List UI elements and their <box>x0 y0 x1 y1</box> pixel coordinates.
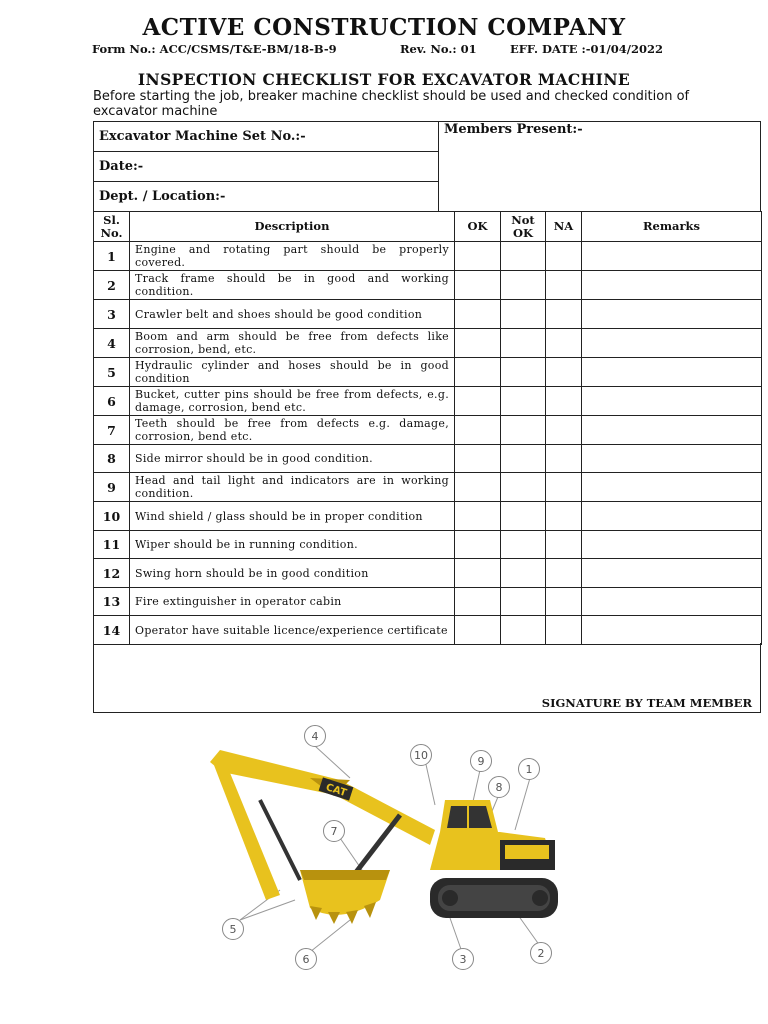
ok-cell[interactable] <box>455 271 501 300</box>
row-number: 2 <box>94 271 130 300</box>
callout-8: 8 <box>488 776 510 798</box>
set-no-field[interactable]: Excavator Machine Set No.:- <box>94 122 438 152</box>
row-description: Wiper should be in running condition. <box>130 531 455 559</box>
date-field[interactable]: Date:- <box>94 152 438 182</box>
col-not-ok: Not OK <box>501 212 546 242</box>
ok-cell[interactable] <box>455 300 501 329</box>
row-description: Wind shield / glass should be in proper condition <box>130 502 455 531</box>
table-row <box>94 416 762 445</box>
row-number: 11 <box>94 531 130 559</box>
col-description: Description <box>130 212 455 242</box>
callout-2: 2 <box>530 942 552 964</box>
row-description: Crawler belt and shoes should be good condition <box>130 300 455 329</box>
remarks-cell[interactable] <box>582 588 762 616</box>
callout-3: 3 <box>452 948 474 970</box>
not-ok-cell[interactable] <box>501 242 546 271</box>
row-number: 8 <box>94 445 130 473</box>
not-ok-cell[interactable] <box>501 300 546 329</box>
not-ok-cell[interactable] <box>501 559 546 588</box>
row-description: Swing horn should be in good condition <box>130 559 455 588</box>
intro-text: Before starting the job, breaker machine checklist should be used and checked condition of excavator machine <box>93 89 690 119</box>
na-cell[interactable] <box>546 300 582 329</box>
row-description: Head and tail light and indicators are in working condition. <box>130 473 455 502</box>
remarks-cell[interactable] <box>582 559 762 588</box>
row-number: 4 <box>94 329 130 358</box>
row-number: 10 <box>94 502 130 531</box>
table-row <box>94 588 762 616</box>
checklist-title: INSPECTION CHECKLIST FOR EXCAVATOR MACHINE <box>137 70 631 89</box>
not-ok-cell[interactable] <box>501 445 546 473</box>
na-cell[interactable] <box>546 242 582 271</box>
not-ok-cell[interactable] <box>501 271 546 300</box>
not-ok-cell[interactable] <box>501 531 546 559</box>
na-cell[interactable] <box>546 445 582 473</box>
ok-cell[interactable] <box>455 531 501 559</box>
na-cell[interactable] <box>546 329 582 358</box>
ok-cell[interactable] <box>455 329 501 358</box>
ok-cell[interactable] <box>455 473 501 502</box>
table-row <box>94 559 762 588</box>
row-description: Bucket, cutter pins should be free from defects, e.g. damage, corrosion, bend etc. <box>130 387 455 416</box>
remarks-cell[interactable] <box>582 300 762 329</box>
na-cell[interactable] <box>546 559 582 588</box>
row-description: Side mirror should be in good condition. <box>130 445 455 473</box>
table-row <box>94 502 762 531</box>
not-ok-cell[interactable] <box>501 473 546 502</box>
remarks-cell[interactable] <box>582 502 762 531</box>
ok-cell[interactable] <box>455 502 501 531</box>
row-number: 12 <box>94 559 130 588</box>
remarks-cell[interactable] <box>582 387 762 416</box>
na-cell[interactable] <box>546 416 582 445</box>
row-description: Hydraulic cylinder and hoses should be in good condition <box>130 358 455 387</box>
brand-logo: CAT <box>324 782 348 800</box>
remarks-cell[interactable] <box>582 358 762 387</box>
ok-cell[interactable] <box>455 445 501 473</box>
effective-date: EFF. DATE :-01/04/2022 <box>510 42 663 56</box>
na-cell[interactable] <box>546 502 582 531</box>
row-description: Teeth should be free from defects e.g. damage, corrosion, bend etc. <box>130 416 455 445</box>
inspection-checklist-table <box>93 211 762 645</box>
row-number: 3 <box>94 300 130 329</box>
ok-cell[interactable] <box>455 242 501 271</box>
signature-box[interactable] <box>93 643 761 713</box>
remarks-cell[interactable] <box>582 271 762 300</box>
table-row <box>94 531 762 559</box>
table-row <box>94 300 762 329</box>
not-ok-cell[interactable] <box>501 588 546 616</box>
company-name: ACTIVE CONSTRUCTION COMPANY <box>142 14 626 41</box>
remarks-cell[interactable] <box>582 445 762 473</box>
row-number: 7 <box>94 416 130 445</box>
row-number: 9 <box>94 473 130 502</box>
not-ok-cell[interactable] <box>501 416 546 445</box>
ok-cell[interactable] <box>455 616 501 645</box>
table-header-row <box>94 212 762 242</box>
row-number: 14 <box>94 616 130 645</box>
row-number: 1 <box>94 242 130 271</box>
table-row <box>94 387 762 416</box>
table-row <box>94 329 762 358</box>
row-description: Fire extinguisher in operator cabin <box>130 588 455 616</box>
excavator-figure <box>200 720 570 980</box>
row-number: 13 <box>94 588 130 616</box>
row-description: Operator have suitable licence/experience certificate <box>130 616 455 645</box>
remarks-cell[interactable] <box>582 531 762 559</box>
row-number: 6 <box>94 387 130 416</box>
not-ok-cell[interactable] <box>501 387 546 416</box>
remarks-cell[interactable] <box>582 416 762 445</box>
table-row <box>94 358 762 387</box>
not-ok-cell[interactable] <box>501 329 546 358</box>
not-ok-cell[interactable] <box>501 358 546 387</box>
col-sl-no: Sl. No. <box>94 212 130 242</box>
members-present-field[interactable]: Members Present:- <box>444 122 583 137</box>
callout-9: 9 <box>470 750 492 772</box>
signature-label: SIGNATURE BY TEAM MEMBER <box>541 696 752 710</box>
remarks-cell[interactable] <box>582 473 762 502</box>
na-cell[interactable] <box>546 588 582 616</box>
remarks-cell[interactable] <box>582 242 762 271</box>
table-row <box>94 616 762 645</box>
callout-5: 5 <box>222 918 244 940</box>
callout-4: 4 <box>304 725 326 747</box>
row-description: Track frame should be in good and working condition. <box>130 271 455 300</box>
ok-cell[interactable] <box>455 588 501 616</box>
na-cell[interactable] <box>546 616 582 645</box>
na-cell[interactable] <box>546 473 582 502</box>
table-row <box>94 445 762 473</box>
row-description: Boom and arm should be free from defects like corrosion, bend, etc. <box>130 329 455 358</box>
dept-location-field[interactable]: Dept. / Location:- <box>99 189 226 204</box>
not-ok-cell[interactable] <box>501 616 546 645</box>
callout-10: 10 <box>410 744 432 766</box>
header-divider <box>438 121 439 211</box>
revision-number: Rev. No.: 01 <box>400 42 477 56</box>
not-ok-cell[interactable] <box>501 502 546 531</box>
remarks-cell[interactable] <box>582 616 762 645</box>
callout-1: 1 <box>518 758 540 780</box>
callout-6: 6 <box>295 948 317 970</box>
row-description: Engine and rotating part should be properly covered. <box>130 242 455 271</box>
row-number: 5 <box>94 358 130 387</box>
ok-cell[interactable] <box>455 358 501 387</box>
na-cell[interactable] <box>546 271 582 300</box>
ok-cell[interactable] <box>455 387 501 416</box>
form-number: Form No.: ACC/CSMS/T&E-BM/18-B-9 <box>92 42 337 56</box>
table-row <box>94 242 762 271</box>
col-na: NA <box>546 212 582 242</box>
na-cell[interactable] <box>546 387 582 416</box>
remarks-cell[interactable] <box>582 329 762 358</box>
callout-7: 7 <box>323 820 345 842</box>
col-remarks: Remarks <box>582 212 762 242</box>
na-cell[interactable] <box>546 358 582 387</box>
col-ok: OK <box>455 212 501 242</box>
excavator-illustration <box>200 720 570 980</box>
na-cell[interactable] <box>546 531 582 559</box>
ok-cell[interactable] <box>455 416 501 445</box>
ok-cell[interactable] <box>455 559 501 588</box>
table-row <box>94 473 762 502</box>
table-row <box>94 271 762 300</box>
